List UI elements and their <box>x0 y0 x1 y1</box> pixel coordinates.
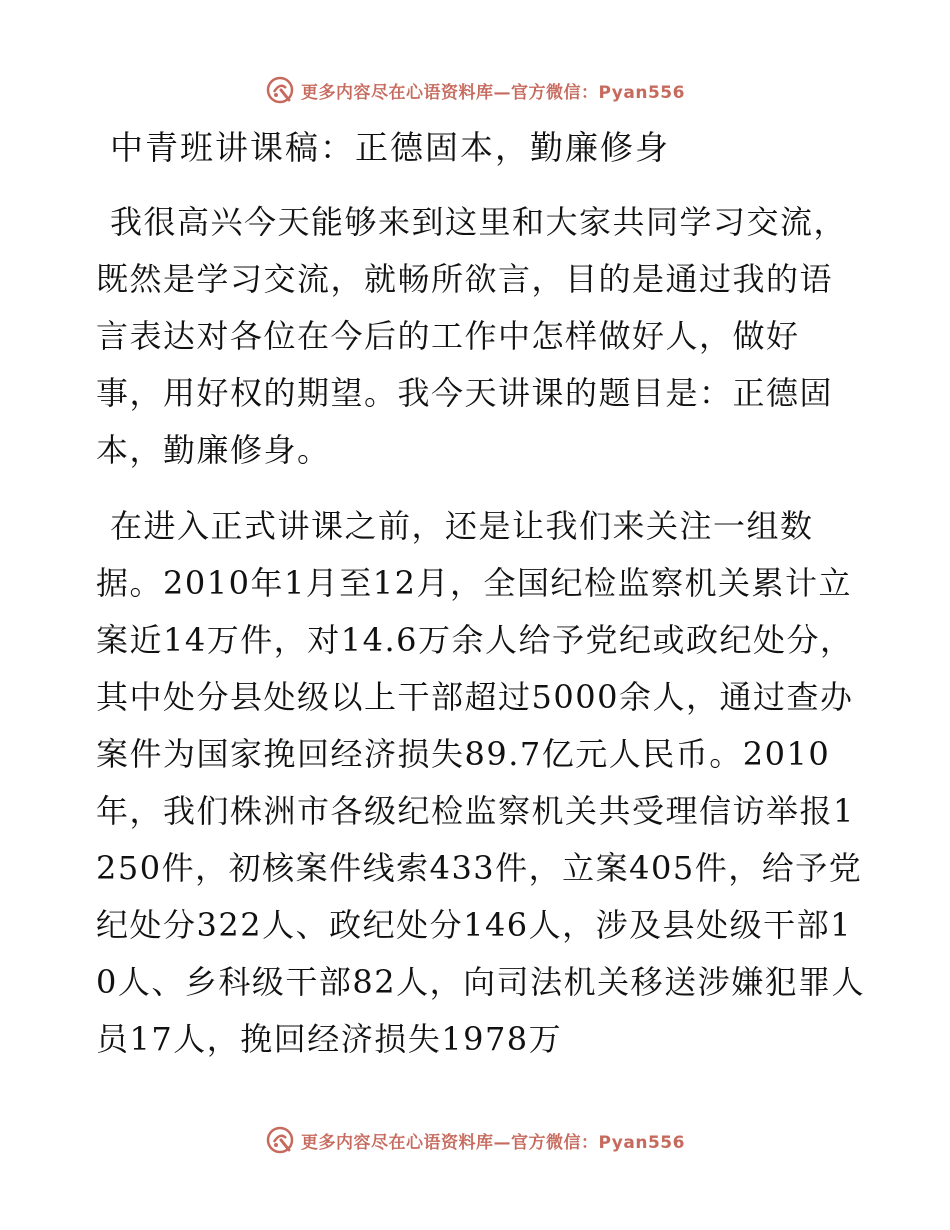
watermark-logo-icon <box>265 1125 295 1155</box>
watermark-logo-icon <box>265 75 295 105</box>
watermark-header <box>0 72 950 108</box>
document-title: 中青班讲课稿：正德固本，勤廉修身 <box>110 128 670 167</box>
paragraph-intro: 我很高兴今天能够来到这里和大家共同学习交流，既然是学习交流，就畅所欲言，目的是通过我的语言表达对各位在今后的工作中怎样做好人，做好事，用好权的期望。我今天讲课的题目是：正德固本，勤廉修身。 <box>96 203 848 469</box>
watermark-footer <box>0 1122 950 1158</box>
watermark-text: 更多内容尽在心语资料库—官方微信：Pyan556 <box>301 1132 685 1153</box>
paragraph-statistics: 在进入正式讲课之前，还是让我们来关注一组数据。2010年1月至12月，全国纪检监察机关累计立案近14万件，对14.6万余人给予党纪或政纪处分，其中处分县处级以上干部超过5000余人，通过查办案件为国家挽回经济损失89.7亿元人民币。2010年，我们株洲市各级纪检监察机关共受理信访举报1250件，初核案件线索433件，立案405件，给予党纪处分322人、政纪处分146人，涉及县处级干部10人、乡科级干部82人，向司法机关移送涉嫌犯罪人员17人，挽回经济损失1978万 <box>96 507 866 1058</box>
watermark-text: 更多内容尽在心语资料库—官方微信：Pyan556 <box>301 82 685 103</box>
